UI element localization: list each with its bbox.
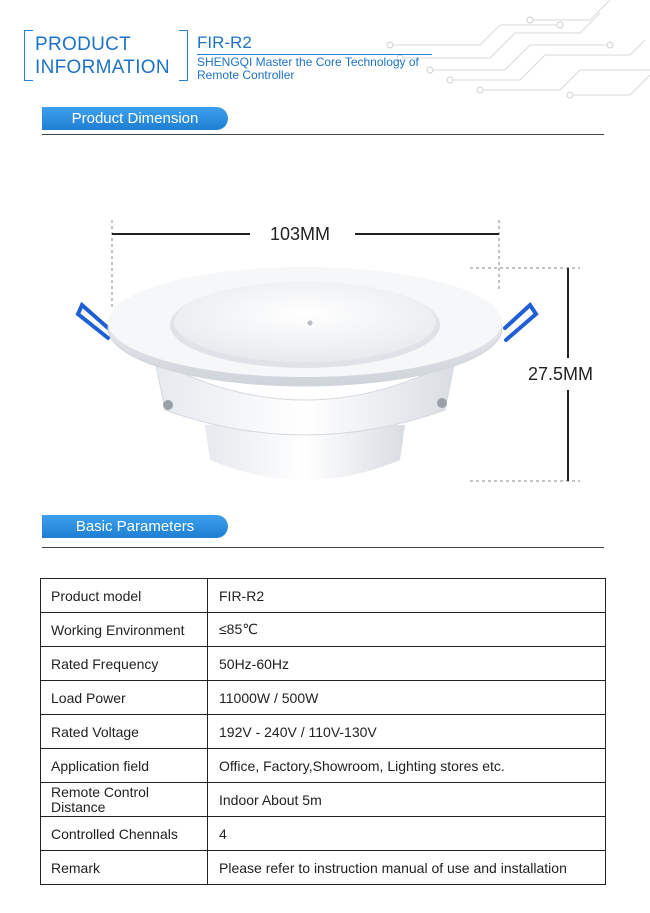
table-row [41,579,606,613]
header-bracket-right [179,30,188,81]
param-label: Load Power [41,681,208,715]
table-row [41,783,606,817]
param-value: ≤85℃ [208,613,606,647]
param-value: Office, Factory,Showroom, Lighting stores etc. [208,749,606,783]
section-rule-parameters [42,547,604,548]
param-label: Remark [41,851,208,885]
table-row [41,851,606,885]
param-value: 11000W / 500W [208,681,606,715]
section-rule-dimension [42,134,604,135]
table-row [41,749,606,783]
param-value: 50Hz-60Hz [208,647,606,681]
header-bracket-left [24,30,33,81]
param-value: 4 [208,817,606,851]
param-value: Indoor About 5m [208,783,606,817]
tagline-line2: Remote Controller [197,68,295,82]
parameters-table [40,578,606,885]
table-row [41,715,606,749]
param-label: Remote Control Distance [41,783,208,817]
param-label: Rated Frequency [41,647,208,681]
table-row [41,817,606,851]
param-label: Application field [41,749,208,783]
header-title-line1: PRODUCT [35,34,132,55]
param-label: Controlled Chennals [41,817,208,851]
param-label: Working Environment [41,613,208,647]
table-row [41,647,606,681]
param-value: FIR-R2 [208,579,606,613]
dimension-width-label: 103MM [266,224,334,245]
param-label: Product model [41,579,208,613]
table-row [41,681,606,715]
param-value: Please refer to instruction manual of use and installation [208,851,606,885]
header-title-line2: INFORMATION [35,57,170,78]
table-row [41,613,606,647]
section-header-dimension: Product Dimension [42,107,228,130]
model-title: FIR-R2 [197,33,252,52]
param-label: Rated Voltage [41,715,208,749]
param-value: 192V - 240V / 110V-130V [208,715,606,749]
section-header-parameters: Basic Parameters [42,515,228,538]
product-illustration [60,210,580,500]
dimension-height-label: 27.5MM [524,364,597,385]
tagline-line1: SHENGQI Master the Core Technology of [197,55,419,69]
